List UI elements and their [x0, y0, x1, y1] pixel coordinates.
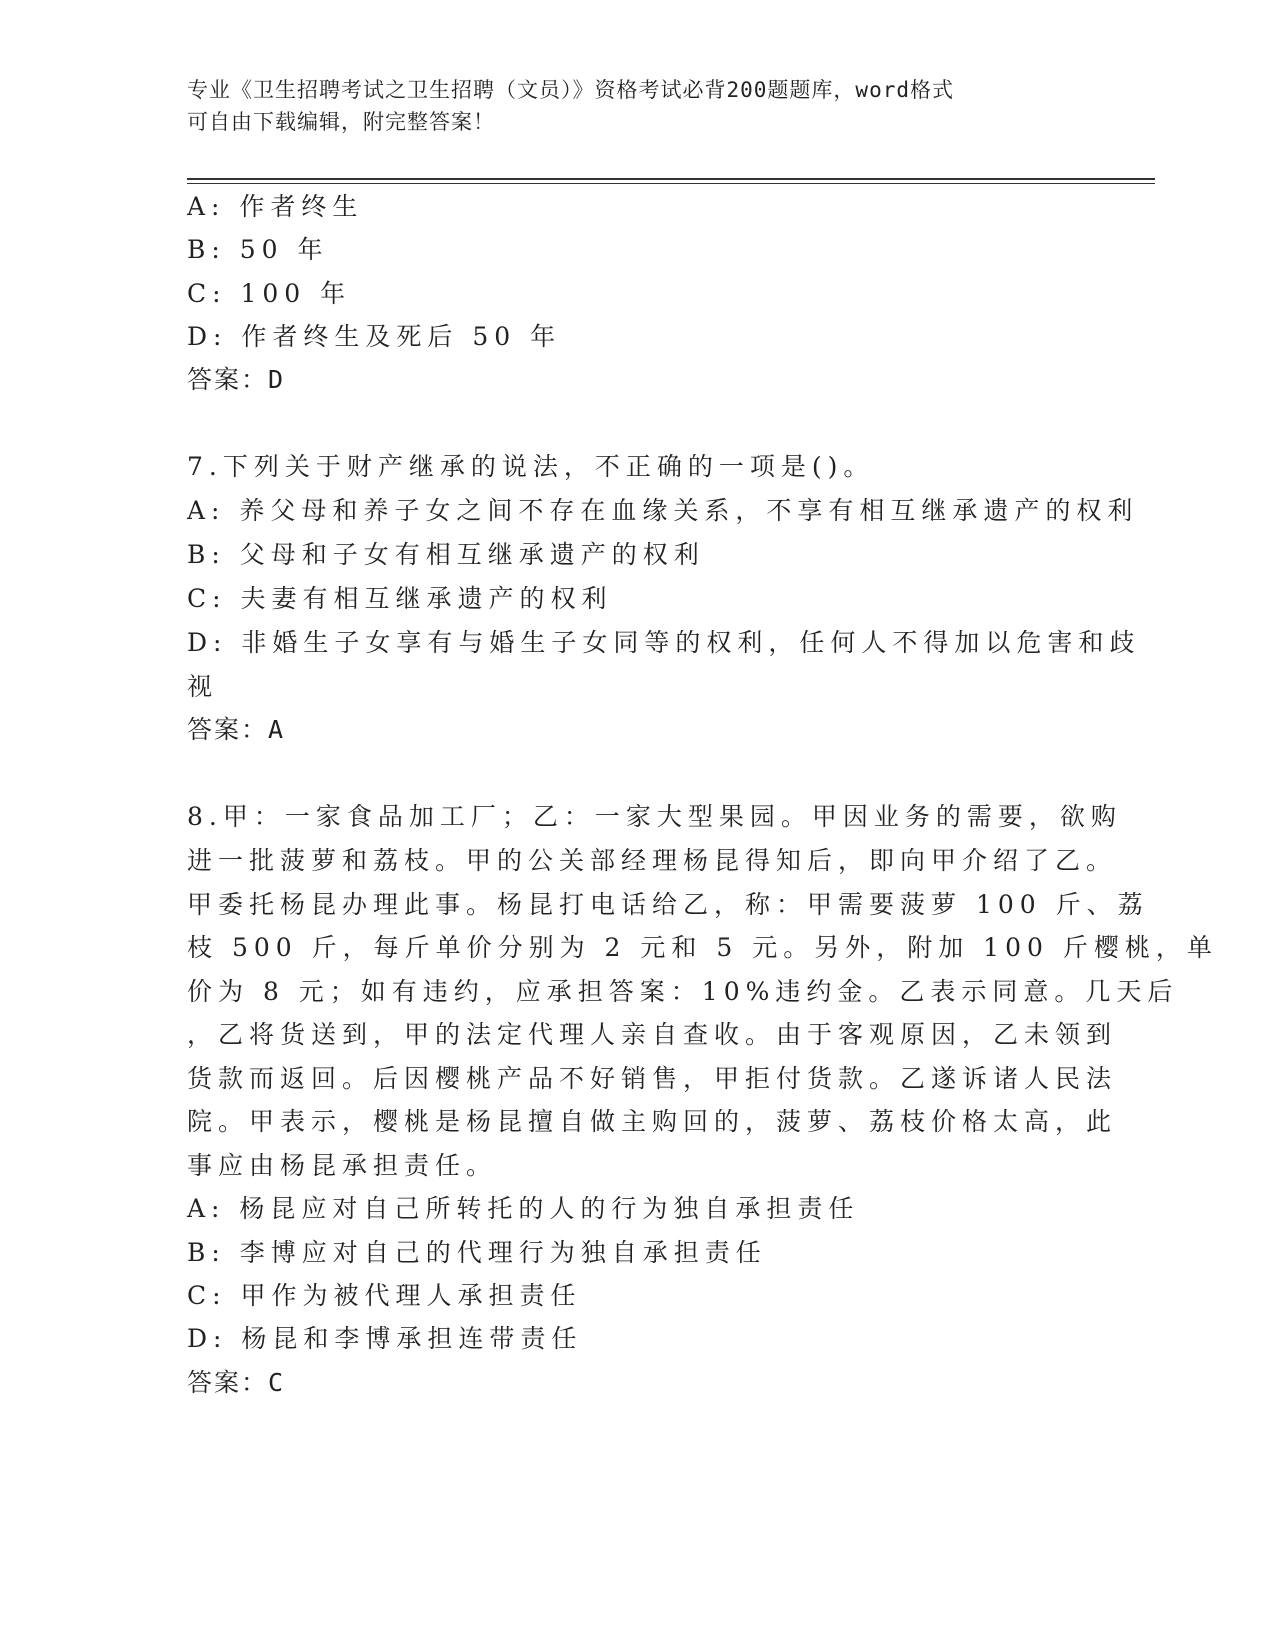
- q6-option-c: C: 100 年: [187, 279, 352, 308]
- q7-option-c: C: 夫妻有相互继承遗产的权利: [187, 584, 613, 613]
- q8-option-a: A: 杨昆应对自己所转托的人的行为独自承担责任: [187, 1194, 860, 1223]
- q8-option-d: D: 杨昆和李博承担连带责任: [187, 1324, 583, 1353]
- document-header: [187, 74, 1067, 138]
- q8-stem-line-5: 价为 8 元；如有违约，应承担答案：10%违约金。乙表示同意。几天后: [187, 977, 1179, 1006]
- header-divider-thin: [187, 183, 1155, 184]
- q8-stem-line-6: ，乙将货送到，甲的法定代理人亲自查收。由于客观原因，乙未领到: [187, 1020, 1118, 1049]
- q7-option-d: D: 非婚生子女享有与婚生子女同等的权利，任何人不得加以危害和歧: [187, 628, 1141, 657]
- q8-answer: [187, 1366, 285, 1400]
- q7-stem: 7.下列关于财产继承的说法，不正确的一项是()。: [187, 452, 875, 481]
- q8-stem-line-9: 事应由杨昆承担责任。: [187, 1151, 498, 1180]
- q7-answer-label: 答案：: [187, 715, 269, 744]
- q6-answer: [187, 363, 285, 397]
- q8-stem-line-1: 8.甲：一家食品加工厂；乙：一家大型果园。甲因业务的需要，欲购: [187, 802, 1122, 831]
- q7-option-d-continued: 视: [187, 672, 219, 701]
- q8-stem-line-8: 院。甲表示，樱桃是杨昆擅自做主购回的，菠萝、荔枝价格太高，此: [187, 1107, 1118, 1136]
- q8-option-b: B: 李博应对自己的代理行为独自承担责任: [187, 1238, 767, 1267]
- header-line-1: 专业《卫生招聘考试之卫生招聘（文员）》资格考试必背200题题库，word格式: [187, 78, 954, 102]
- q8-stem-line-3: 甲委托杨昆办理此事。杨昆打电话给乙，称：甲需要菠萝 100 斤、荔: [187, 890, 1149, 919]
- q8-stem-line-4: 枝 500 斤，每斤单价分别为 2 元和 5 元。另外，附加 100 斤樱桃，单: [187, 933, 1218, 962]
- q8-option-c: C: 甲作为被代理人承担责任: [187, 1281, 582, 1310]
- header-divider-thick: [187, 178, 1155, 180]
- q6-answer-label: 答案：: [187, 365, 269, 394]
- q8-stem-line-7: 货款而返回。后因樱桃产品不好销售，甲拒付货款。乙遂诉诸人民法: [187, 1064, 1118, 1093]
- q8-stem-line-2: 进一批菠萝和荔枝。甲的公关部经理杨昆得知后，即向甲介绍了乙。: [187, 846, 1118, 875]
- header-line-2: 可自由下载编辑，附完整答案！: [187, 110, 495, 134]
- q7-option-a: A: 养父母和养子女之间不存在血缘关系，不享有相互继承遗产的权利: [187, 496, 1139, 525]
- q8-answer-value: C: [268, 1368, 286, 1397]
- q8-answer-label: 答案：: [187, 1368, 269, 1397]
- q7-option-b: B: 父母和子女有相互继承遗产的权利: [187, 540, 705, 569]
- q7-answer-value: A: [268, 715, 286, 744]
- q6-answer-value: D: [268, 365, 286, 394]
- q6-option-a: A: 作者终生: [187, 192, 364, 221]
- q6-option-d: D: 作者终生及死后 50 年: [187, 322, 562, 351]
- q7-answer: [187, 713, 285, 747]
- q6-option-b: B: 50 年: [187, 235, 329, 264]
